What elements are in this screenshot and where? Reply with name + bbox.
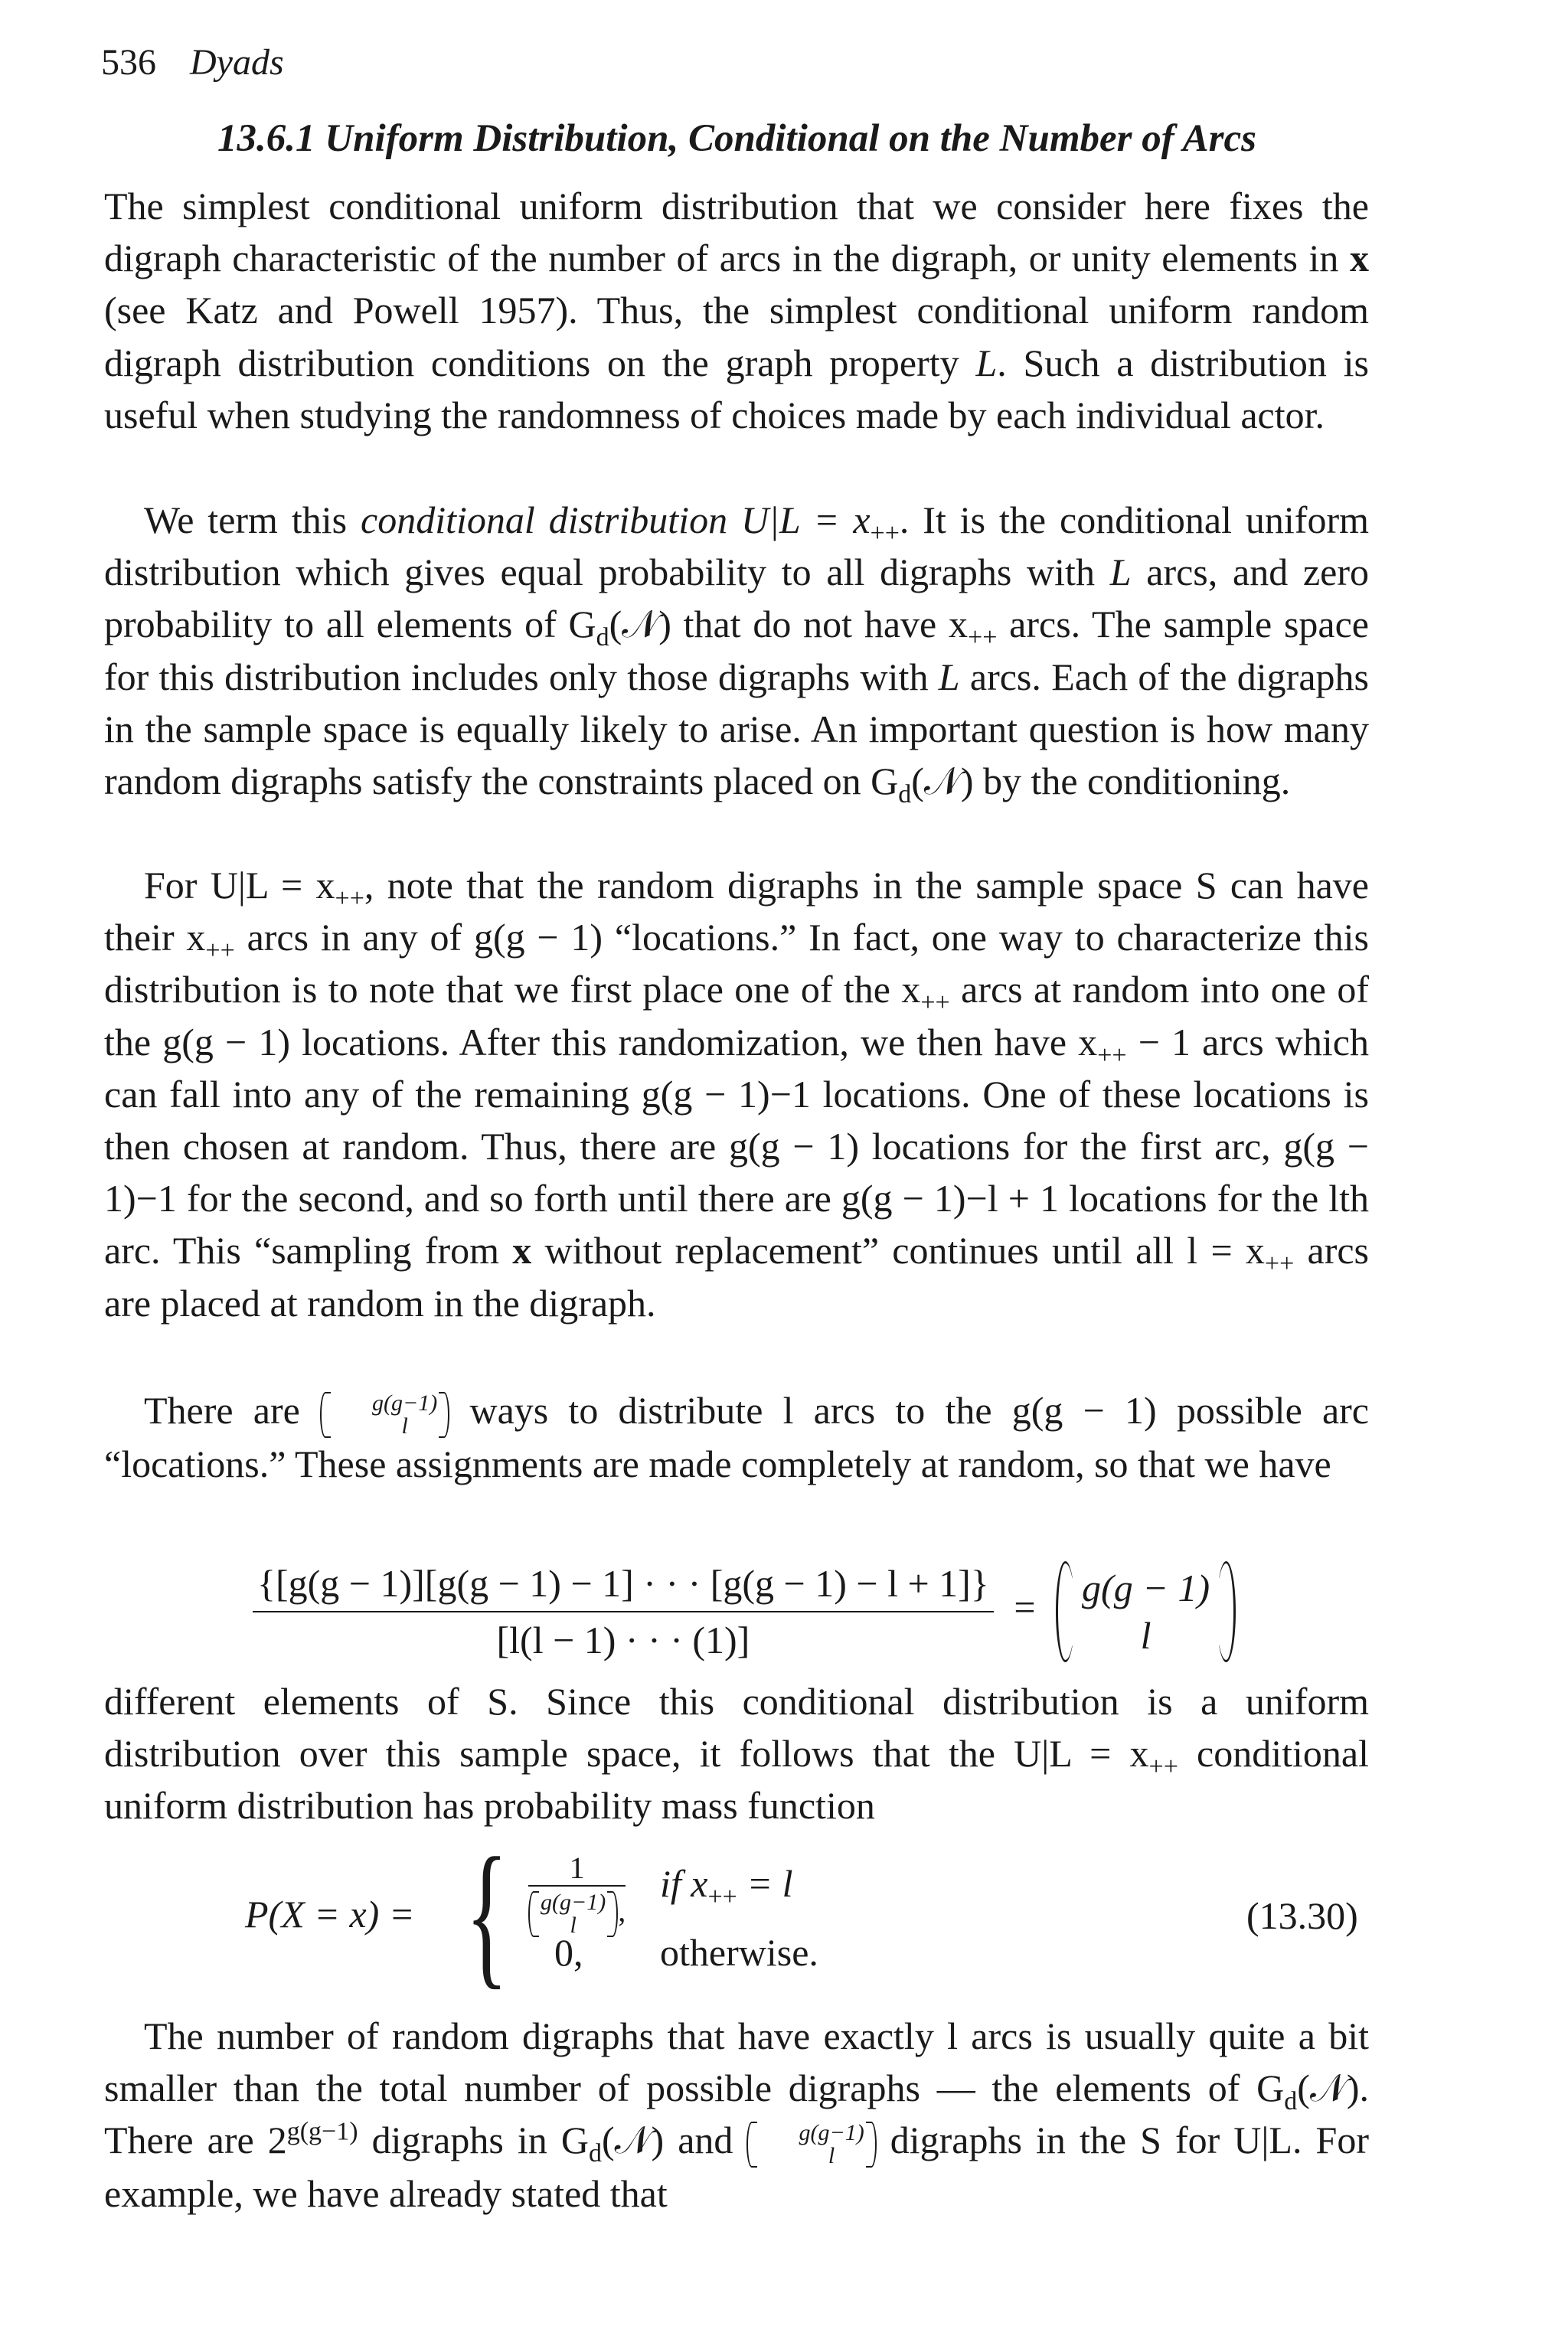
text-run: without replacement” continues until all l = x [531, 1229, 1265, 1273]
math-sub: ++ [1264, 1250, 1295, 1279]
text-run: arcs, and zero probability to all elements of G [104, 551, 1369, 646]
text-run: , note that the random digraphs in the sample space S can have their x [104, 864, 1369, 959]
binom-bottom: l [570, 1913, 577, 1938]
fraction-denominator: g(g−1) l , [528, 1887, 626, 1937]
page-number: 536 [101, 42, 156, 83]
math-sub: ++ [1097, 1041, 1127, 1070]
math-L: L [1109, 551, 1132, 594]
math-sub: ++ [335, 884, 364, 913]
binom-top: g(g − 1) [1082, 1567, 1210, 1609]
text-run: (𝒩) by the conditioning. [911, 760, 1291, 803]
text-run: arcs at random into one of the g(g − 1) locations. After this randomization, we then have x [104, 968, 1369, 1063]
text-run: different elements of S. Since this conditional distribution is a uniform distribution over this sample space, it follows that the U|L = x [104, 1680, 1369, 1776]
binom-bottom: l [1140, 1614, 1152, 1657]
text-run: We term this [144, 498, 361, 541]
text-run: The number of random digraphs that have exactly l arcs is usually quite a bit smaller than the total number of possible digraphs — the elements of G [104, 2014, 1369, 2110]
eq-lhs [245, 1891, 415, 1937]
running-head [101, 40, 284, 86]
binom-bottom: l [401, 1413, 408, 1439]
fraction [253, 1560, 994, 1663]
text-run: . Such a distribution is useful when studying the randomness of choices made by each individual actor. [104, 341, 1370, 436]
section-title: Uniform Distribution, Conditional on the Number of Arcs [325, 117, 1256, 160]
text-run: − 1 arcs which can fall into any of the remaining g(g − 1)−1 locations. One of these locations is then chosen at random. Thus, there are g(g − 1) locations for the first arc, g(g − 1)−1 for the second, and so forth until there are g(g − 1)−l + 1 locations for the lth arc. This “sampling from [104, 1020, 1369, 1273]
emphasis-term: conditional distribution [361, 498, 728, 541]
text-run: = l [737, 1862, 793, 1905]
case-1-condition [660, 1861, 793, 1911]
equation-number: (13.30) [1246, 1894, 1358, 1937]
text-run: ways to distribute l arcs to the g(g − 1) possible arc “locations.” These assignments are made completely at random, so that we have [104, 1389, 1369, 1485]
paragraph-3 [104, 859, 1369, 1329]
section-number: 13.6.1 [217, 117, 315, 160]
text-run: For U|L = x [144, 864, 335, 907]
equation-counting [253, 1560, 1236, 1663]
text-run: if x [660, 1862, 708, 1905]
equals-sign: = [1014, 1586, 1036, 1629]
cases-brace: { [466, 1825, 508, 2003]
math-x: x [1350, 237, 1369, 280]
fraction-denominator: [l(l − 1) · · · (1)] [496, 1619, 750, 1661]
case-2-value: 0, [554, 1931, 583, 1974]
text-run: The simplest conditional uniform distribution that we consider here fixes the digraph characteristic of the number of arcs in the digraph, or unity elements in [104, 185, 1369, 280]
math-sub: d [596, 623, 609, 652]
paragraph-6 [104, 2010, 1369, 2220]
math-sub: ++ [968, 623, 998, 652]
math-L: L [975, 341, 998, 384]
text-run: (𝒩). There are 2 [104, 2066, 1369, 2162]
math-sub: d [898, 780, 912, 809]
binom-top: g(g−1) [372, 1390, 438, 1416]
paragraph-4 [104, 1384, 1369, 1490]
text-run: digraphs in the S for U|L. For example, we have already stated that [104, 2119, 1369, 2215]
math-sub: d [588, 2139, 602, 2168]
binom-top: g(g−1) [799, 2119, 864, 2145]
math-x: x [512, 1229, 532, 1273]
fraction-numerator: 1 [528, 1853, 626, 1887]
math-sub: ++ [870, 519, 900, 547]
paragraph-1 [104, 180, 1369, 441]
text-run: . It is the conditional uniform distribution which gives equal probability to all digraphs with [104, 498, 1369, 594]
text-run: (𝒩) and [601, 2119, 747, 2162]
pmf-lhs: P(X = x) = [245, 1893, 415, 1936]
math-sup: g(g−1) [286, 2117, 358, 2146]
section-heading [217, 115, 1473, 162]
text-run: digraphs in G [358, 2119, 589, 2162]
binom-bottom: l [828, 2142, 835, 2168]
binom-top: g(g−1) [541, 1890, 606, 1915]
text-run: arcs in any of g(g − 1) “locations.” In fact, one way to characterize this distribution is to note that we first place one of the x [104, 916, 1369, 1011]
math-sub: ++ [205, 936, 235, 965]
math-sub: ++ [920, 988, 950, 1018]
chapter-title: Dyads [190, 42, 284, 83]
text-run: arcs. The sample space for this distribution includes only those digraphs with [104, 603, 1369, 698]
inline-binomial [320, 1392, 449, 1438]
math-sub: d [1284, 2087, 1298, 2116]
case-1-fraction [528, 1853, 626, 1937]
math: U|L = x [727, 498, 871, 541]
paragraph-5 [104, 1675, 1369, 1832]
binomial [1056, 1564, 1236, 1659]
paragraph-2 [104, 494, 1369, 807]
math-sub: ++ [707, 1883, 737, 1911]
math-sub: ++ [1148, 1753, 1178, 1782]
text-run: There are [144, 1389, 321, 1432]
inline-binomial [746, 2119, 876, 2168]
text-run: (see Katz and Powell 1957). Thus, the simplest conditional uniform random digraph distribution conditions on the graph property [104, 289, 1369, 384]
math-L: L [938, 655, 960, 698]
text-run: (𝒩) that do not have x [609, 603, 969, 646]
case-1-value [528, 1853, 626, 1937]
text-run: arcs are placed at random in the digraph. [104, 1229, 1369, 1325]
text-run: arcs. Each of the digraphs in the sample space is equally likely to arise. An important question is how many random digraphs satisfy the constraints placed on G [104, 655, 1369, 803]
case-2-condition: otherwise. [660, 1931, 818, 1974]
text-run: conditional uniform distribution has probability mass function [104, 1732, 1369, 1828]
fraction-numerator: {[g(g − 1)][g(g − 1) − 1] · · · [g(g − 1) − l + 1]} [253, 1560, 994, 1612]
